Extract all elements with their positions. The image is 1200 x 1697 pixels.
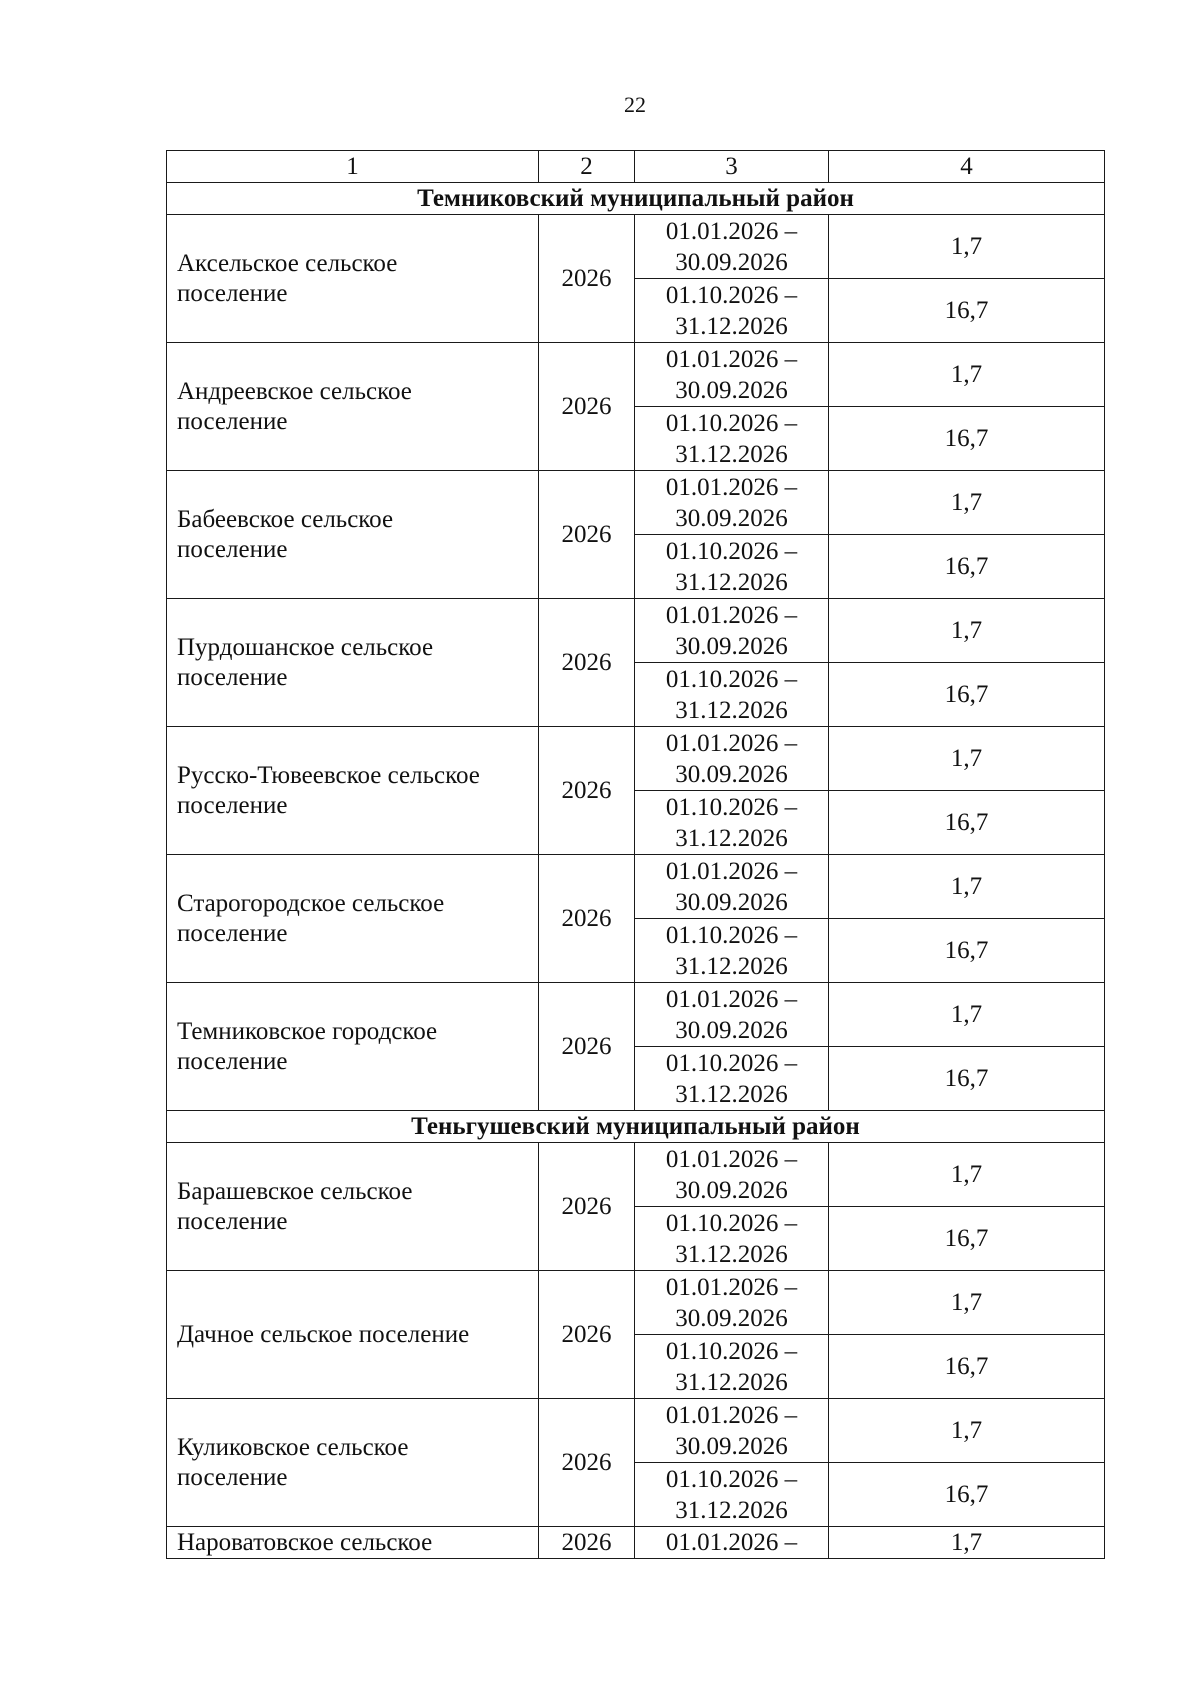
year-cell: 2026	[539, 983, 635, 1111]
table-row	[167, 855, 1105, 919]
settlement-name	[167, 215, 539, 343]
table-row	[167, 599, 1105, 663]
settlement-name-line: поселение	[177, 919, 288, 947]
settlement-name	[167, 471, 539, 599]
settlement-name-line: поселение	[177, 535, 288, 563]
period-to: 30.09.2026	[675, 248, 788, 276]
period-cell	[635, 343, 829, 407]
year-cell: 2026	[539, 599, 635, 727]
column-number-row	[167, 151, 1105, 183]
value-cell: 16,7	[829, 1207, 1105, 1271]
value-cell: 16,7	[829, 1047, 1105, 1111]
settlement-name-line: Дачное сельское поселение	[177, 1320, 470, 1348]
period-cell	[635, 727, 829, 791]
value-cell: 1,7	[829, 471, 1105, 535]
period-from: 01.10.2026 –	[665, 537, 798, 565]
district-title: Теньгушевский муниципальный район	[167, 1111, 1105, 1143]
value-cell: 1,7	[829, 1271, 1105, 1335]
period-cell: 01.01.2026 –	[635, 1527, 829, 1559]
settlement-name	[167, 1271, 539, 1399]
period-from: 01.01.2026 –	[665, 729, 798, 757]
period-cell	[635, 1047, 829, 1111]
district-heading-row	[167, 183, 1105, 215]
period-from: 01.10.2026 –	[665, 1465, 798, 1493]
table-row	[167, 727, 1105, 791]
period-to: 31.12.2026	[675, 568, 788, 596]
settlement-name	[167, 343, 539, 471]
period-from: 01.10.2026 –	[665, 921, 798, 949]
table-row	[167, 1271, 1105, 1335]
period-from: 01.10.2026 –	[665, 665, 798, 693]
period-to: 31.12.2026	[675, 1240, 788, 1268]
year-cell: 2026	[539, 1399, 635, 1527]
period-from: 01.01.2026 –	[665, 345, 798, 373]
period-cell	[635, 1143, 829, 1207]
period-to: 31.12.2026	[675, 312, 788, 340]
settlement-name-line: Андреевское сельское	[177, 377, 412, 405]
settlement-name: Нароватовское сельское	[167, 1527, 539, 1559]
period-to: 30.09.2026	[675, 1432, 788, 1460]
value-cell: 1,7	[829, 727, 1105, 791]
period-from: 01.01.2026 –	[665, 985, 798, 1013]
page-number: 22	[624, 92, 646, 117]
year-cell: 2026	[539, 1143, 635, 1271]
period-cell	[635, 599, 829, 663]
period-from: 01.10.2026 –	[665, 1049, 798, 1077]
period-to: 30.09.2026	[675, 376, 788, 404]
period-to: 31.12.2026	[675, 952, 788, 980]
period-to: 30.09.2026	[675, 1304, 788, 1332]
value-cell: 16,7	[829, 663, 1105, 727]
settlement-name-line: Барашевское сельское	[177, 1177, 413, 1205]
period-cell	[635, 471, 829, 535]
value-cell: 1,7	[829, 1143, 1105, 1207]
settlement-name-line: Русско-Тювеевское сельское	[177, 761, 480, 789]
district-title: Темниковский муниципальный район	[167, 183, 1105, 215]
table-row	[167, 343, 1105, 407]
period-to: 31.12.2026	[675, 1496, 788, 1524]
settlement-name-line: Куликовское сельское	[177, 1433, 409, 1461]
table-row	[167, 215, 1105, 279]
period-cell	[635, 1207, 829, 1271]
period-from: 01.01.2026 –	[665, 217, 798, 245]
column-number: 4	[829, 151, 1105, 183]
table-row	[167, 471, 1105, 535]
period-from: 01.10.2026 –	[665, 1209, 798, 1237]
period-cell	[635, 855, 829, 919]
value-cell: 16,7	[829, 919, 1105, 983]
period-to: 30.09.2026	[675, 1176, 788, 1204]
settlement-name	[167, 727, 539, 855]
period-to: 31.12.2026	[675, 696, 788, 724]
settlement-name-line: Пурдошанское сельское	[177, 633, 434, 661]
year-cell: 2026	[539, 471, 635, 599]
settlement-name-line: Бабеевское сельское	[177, 505, 394, 533]
period-from: 01.01.2026 –	[665, 601, 798, 629]
period-to: 31.12.2026	[675, 440, 788, 468]
year-cell: 2026	[539, 343, 635, 471]
settlement-name-line: поселение	[177, 407, 288, 435]
year-cell: 2026	[539, 855, 635, 983]
period-from: 01.10.2026 –	[665, 281, 798, 309]
value-cell: 16,7	[829, 791, 1105, 855]
settlement-name-line: поселение	[177, 791, 288, 819]
value-cell: 1,7	[829, 855, 1105, 919]
period-to: 31.12.2026	[675, 824, 788, 852]
period-cell	[635, 791, 829, 855]
settlement-name-line: поселение	[177, 279, 288, 307]
period-from: 01.01.2026 –	[665, 473, 798, 501]
period-from: 01.10.2026 –	[665, 793, 798, 821]
tariff-table	[166, 150, 1105, 1559]
period-from: 01.01.2026 –	[665, 857, 798, 885]
period-cell	[635, 1335, 829, 1399]
period-cell	[635, 983, 829, 1047]
settlement-name	[167, 1143, 539, 1271]
table-row	[167, 983, 1105, 1047]
column-number: 1	[167, 151, 539, 183]
period-to: 30.09.2026	[675, 760, 788, 788]
value-cell: 16,7	[829, 535, 1105, 599]
settlement-name-line: поселение	[177, 1463, 288, 1491]
value-cell: 1,7	[829, 215, 1105, 279]
year-cell: 2026	[539, 1527, 635, 1559]
year-cell: 2026	[539, 727, 635, 855]
period-cell	[635, 1463, 829, 1527]
tariff-table-body	[167, 151, 1105, 1559]
period-cell	[635, 279, 829, 343]
settlement-name	[167, 855, 539, 983]
period-cell	[635, 1271, 829, 1335]
period-to: 30.09.2026	[675, 888, 788, 916]
period-to: 31.12.2026	[675, 1080, 788, 1108]
period-cell	[635, 535, 829, 599]
table-row	[167, 1143, 1105, 1207]
period-from: 01.01.2026 –	[665, 1401, 798, 1429]
period-from: 01.01.2026 –	[665, 1145, 798, 1173]
value-cell: 1,7	[829, 1527, 1105, 1559]
settlement-name-line: Старогородское сельское	[177, 889, 445, 917]
settlement-name-line: поселение	[177, 663, 288, 691]
settlement-name-line: поселение	[177, 1207, 288, 1235]
value-cell: 1,7	[829, 599, 1105, 663]
district-heading-row	[167, 1111, 1105, 1143]
year-cell: 2026	[539, 1271, 635, 1399]
settlement-name	[167, 1399, 539, 1527]
year-cell: 2026	[539, 215, 635, 343]
period-to: 31.12.2026	[675, 1368, 788, 1396]
value-cell: 1,7	[829, 983, 1105, 1047]
period-from: 01.10.2026 –	[665, 409, 798, 437]
period-cell	[635, 407, 829, 471]
settlement-name	[167, 983, 539, 1111]
table-row	[167, 1399, 1105, 1463]
period-cell	[635, 919, 829, 983]
column-number: 2	[539, 151, 635, 183]
value-cell: 16,7	[829, 279, 1105, 343]
column-number: 3	[635, 151, 829, 183]
settlement-name-line: поселение	[177, 1047, 288, 1075]
settlement-name-line: Темниковское городское	[177, 1017, 438, 1045]
period-from: 01.10.2026 –	[665, 1337, 798, 1365]
period-from: 01.01.2026 –	[665, 1273, 798, 1301]
value-cell: 16,7	[829, 407, 1105, 471]
settlement-name	[167, 599, 539, 727]
value-cell: 1,7	[829, 343, 1105, 407]
period-cell	[635, 663, 829, 727]
period-to: 30.09.2026	[675, 1016, 788, 1044]
period-to: 30.09.2026	[675, 504, 788, 532]
period-cell	[635, 1399, 829, 1463]
settlement-name-line: Аксельское сельское	[177, 249, 398, 277]
period-to: 30.09.2026	[675, 632, 788, 660]
period-cell	[635, 215, 829, 279]
value-cell: 16,7	[829, 1335, 1105, 1399]
table-row	[167, 1527, 1105, 1559]
value-cell: 1,7	[829, 1399, 1105, 1463]
value-cell: 16,7	[829, 1463, 1105, 1527]
